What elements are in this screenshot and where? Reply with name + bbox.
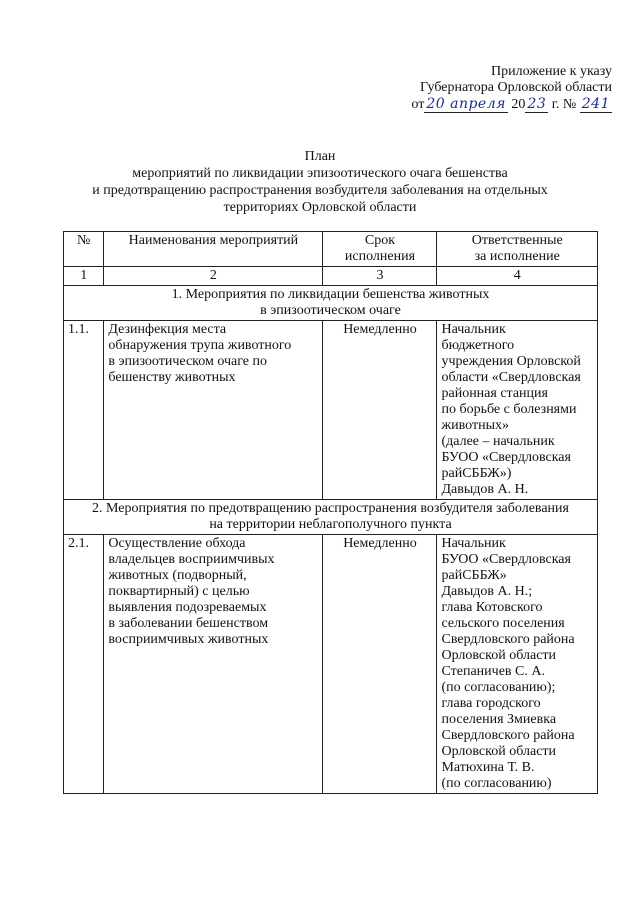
header-name: Наименования мероприятий — [104, 232, 323, 267]
measure-line: в заболевании бешенством — [108, 616, 269, 631]
column-numbers-row — [64, 267, 598, 286]
row-responsible — [437, 535, 598, 794]
responsible-line: БУОО «Свердловская — [441, 450, 571, 465]
table-row — [64, 535, 598, 794]
responsible-line: райСББЖ») — [441, 466, 512, 481]
header-responsible — [437, 232, 598, 267]
responsible-line: (по согласованию); — [441, 680, 556, 695]
appendix-line1: Приложение к указу — [491, 64, 612, 79]
responsible-line: Начальник — [441, 322, 506, 337]
measure-line: владельцев восприимчивых — [108, 552, 275, 567]
measure-line: в эпизоотическом очаге по — [108, 354, 268, 369]
responsible-line: Начальник — [441, 536, 506, 551]
section1-line1: 1. Мероприятия по ликвидации бешенства животных — [171, 287, 490, 302]
measure-line: поквартирный) с целью — [108, 584, 250, 599]
header-term — [323, 232, 437, 267]
ref-number: 241 — [581, 96, 610, 112]
responsible-line: глава Котовского — [441, 600, 543, 615]
responsible-line: Давыдов А. Н.; — [441, 584, 533, 599]
responsible-line: Свердловского района — [441, 728, 575, 743]
appendix-block — [372, 64, 612, 113]
header-responsible-line2: за исполнение — [474, 249, 560, 264]
section1-row — [64, 286, 598, 321]
responsible-line: животных» — [441, 418, 509, 433]
column-number: 1 — [64, 267, 104, 286]
measure-line: бешенству животных — [108, 370, 236, 385]
responsible-line: Орловской области — [441, 648, 557, 663]
responsible-line: Степаничев С. А. — [441, 664, 545, 679]
row-measure — [104, 535, 323, 794]
title-line3: территориях Орловской области — [223, 200, 417, 215]
responsible-line: Матюхина Т. В. — [441, 760, 535, 775]
header-term-line1: Срок — [364, 233, 396, 248]
measure-line: Осуществление обхода — [108, 536, 246, 551]
header-row — [64, 232, 598, 267]
header-number: № — [64, 232, 104, 267]
table-row — [64, 321, 598, 500]
responsible-line: Свердловского района — [441, 632, 575, 647]
column-number: 2 — [104, 267, 323, 286]
appendix-reference — [372, 96, 612, 113]
section2-line1: 2. Мероприятия по предотвращению распространения возбудителя заболевания — [92, 501, 569, 516]
measure-line: Дезинфекция места — [108, 322, 227, 337]
responsible-line: Орловской области — [441, 744, 557, 759]
measure-line: восприимчивых животных — [108, 632, 269, 647]
measure-line: обнаружения трупа животного — [108, 338, 292, 353]
document-title — [60, 148, 580, 216]
responsible-line: глава городского — [441, 696, 541, 711]
title-heading: План — [304, 149, 336, 164]
plan-table — [63, 231, 598, 794]
column-number: 3 — [323, 267, 437, 286]
responsible-line: райСББЖ» — [441, 568, 507, 583]
row-term: Немедленно — [323, 535, 437, 794]
section2-line2: на территории неблагополучного пункта — [209, 517, 452, 532]
ref-prefix: от — [411, 97, 425, 112]
responsible-line: поселения Змиевка — [441, 712, 557, 727]
row-measure — [104, 321, 323, 500]
responsible-line: учреждения Орловской — [441, 354, 581, 369]
title-line1: мероприятий по ликвидации эпизоотического очага бешенства — [132, 166, 508, 181]
responsible-line: (по согласованию) — [441, 776, 552, 791]
column-number: 4 — [437, 267, 598, 286]
row-number: 1.1. — [64, 321, 104, 500]
responsible-line: области «Свердловская — [441, 370, 581, 385]
responsible-line: (далее – начальник — [441, 434, 555, 449]
ref-year-tail: г. № — [551, 97, 577, 112]
ref-year-suffix: 23 — [527, 96, 547, 112]
ref-year-prefix: 20 — [511, 97, 526, 112]
ref-day-month: 20 апреля — [426, 96, 506, 112]
section1-title — [64, 286, 598, 321]
header-term-line2: исполнения — [344, 249, 416, 264]
responsible-line: по борьбе с болезнями — [441, 402, 577, 417]
responsible-line: районная станция — [441, 386, 548, 401]
responsible-line: Давыдов А. Н. — [441, 482, 529, 497]
measure-line: выявления подозреваемых — [108, 600, 267, 615]
row-responsible — [437, 321, 598, 500]
responsible-line: БУОО «Свердловская — [441, 552, 571, 567]
row-term: Немедленно — [323, 321, 437, 500]
section2-row — [64, 500, 598, 535]
responsible-line: бюджетного — [441, 338, 515, 353]
title-line2: и предотвращению распространения возбудителя заболевания на отдельных — [92, 183, 548, 198]
section1-line2: в эпизоотическом очаге — [260, 303, 401, 318]
row-number: 2.1. — [64, 535, 104, 794]
header-responsible-line1: Ответственные — [471, 233, 563, 248]
section2-title — [64, 500, 598, 535]
responsible-line: сельского поселения — [441, 616, 565, 631]
measure-line: животных (подворный, — [108, 568, 247, 583]
appendix-line2: Губернатора Орловской области — [419, 80, 612, 95]
